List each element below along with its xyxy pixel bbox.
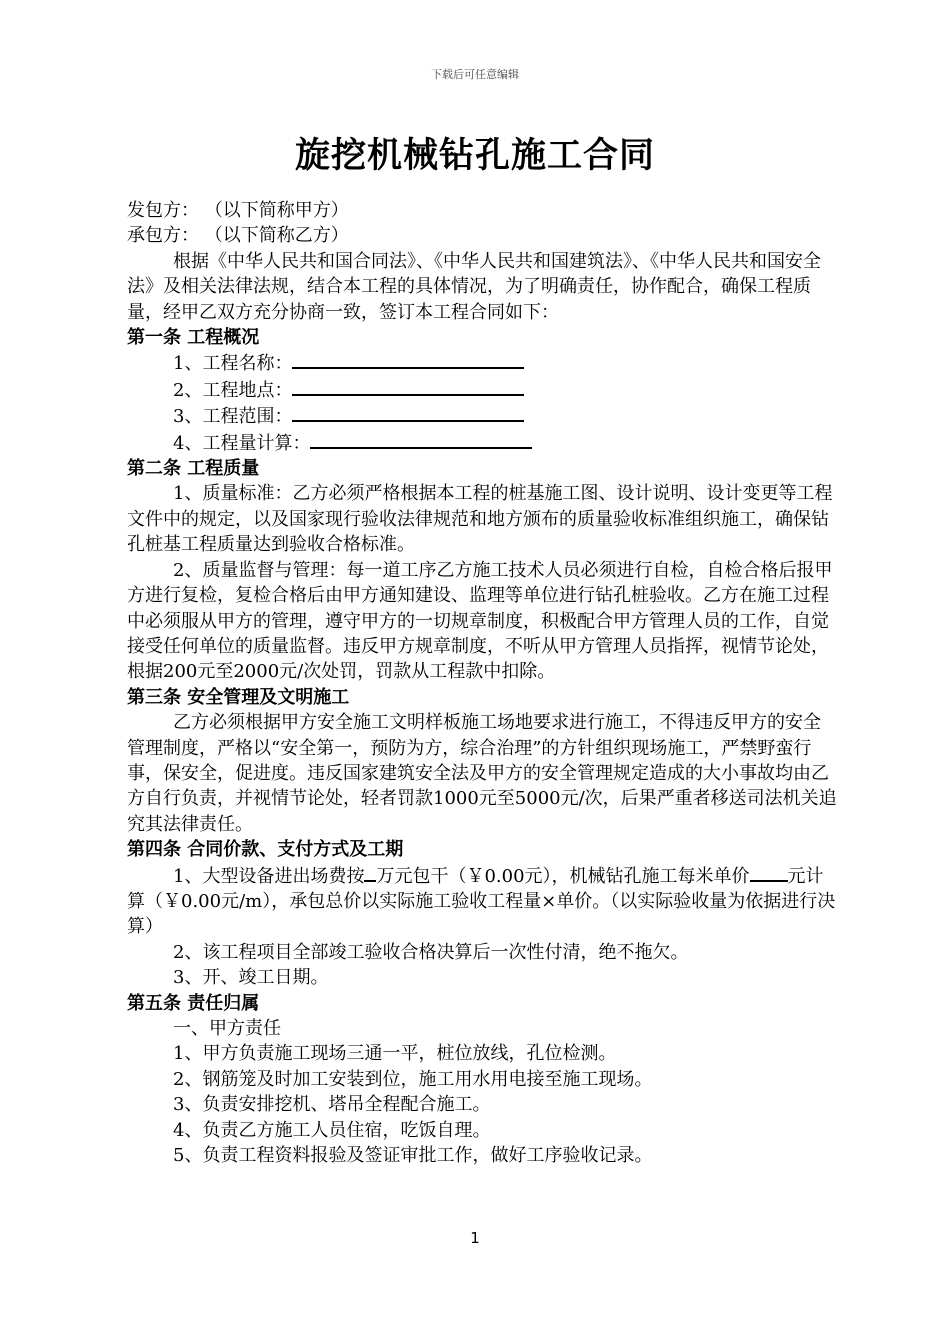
page-number: 1 [470, 1229, 480, 1247]
price-text-b: 万元包干（￥0.00元），机械钻孔施工每米单价 [376, 865, 750, 887]
document-title: 旋挖机械钻孔施工合同 [294, 136, 655, 176]
article1-item-scope [127, 403, 837, 429]
article5-item: 4、负责乙方施工人员住宿，吃饭自理。 [173, 1119, 491, 1141]
article5-item: 1、甲方负责施工现场三通一平，桩位放线，孔位检测。 [173, 1043, 617, 1065]
party-a-line: 发包方： （以下简称甲方） [127, 200, 349, 221]
blank-line [292, 377, 524, 396]
item-label: 1、工程名称： [173, 353, 293, 375]
article4-price-paragraph [127, 863, 837, 940]
article3-heading: 第三条 安全管理及文明施工 [127, 686, 350, 708]
blank-line [292, 403, 524, 422]
blank-line [750, 863, 788, 882]
blank-line [310, 430, 532, 449]
article5-heading: 第五条 责任归属 [127, 992, 260, 1014]
price-text-a: 1、大型设备进出场费按 [173, 865, 365, 887]
article1-item-quantity [127, 430, 837, 456]
article5-subheading: 一、甲方责任 [173, 1018, 281, 1039]
price-text-c: 元计算（￥0.00元/m），承包总价以实际施工验收工程量×单价。（以实际验收量为依据进行决算） [127, 865, 836, 938]
article4-heading: 第四条 合同价款、支付方式及工期 [127, 839, 404, 861]
party-b-line: 承包方： （以下简称乙方） [127, 225, 349, 247]
blank-line [292, 350, 524, 369]
article5-item: 3、负责安排挖机、塔吊全程配合施工。 [173, 1094, 491, 1116]
item-label: 4、工程量计算： [173, 432, 311, 454]
article1-item-location [127, 377, 837, 403]
article2-quality-standard: 1、质量标准：乙方必须严格根据本工程的桩基施工图、设计说明、设计变更等工程文件中的规定，以及国家现行验收法律规范和地方颁布的质量验收标准组织施工，确保钻孔桩基工程质量达到验收合格标准。 [127, 483, 833, 556]
item-label: 3、工程范围： [173, 406, 293, 428]
article5-item: 2、钢筋笼及时加工安装到位，施工用水用电接至施工现场。 [173, 1068, 653, 1090]
article4-schedule: 3、开、竣工日期。 [173, 967, 329, 989]
article1-heading: 第一条 工程概况 [127, 327, 260, 349]
article5-item: 5、负责工程资料报验及签证审批工作，做好工序验收记录。 [173, 1145, 653, 1167]
blank-line [364, 863, 376, 882]
header-note: 下载后可任意编辑 [431, 68, 519, 81]
article3-safety-paragraph: 乙方必须根据甲方安全施工文明样板施工场地要求进行施工，不得违反甲方的安全管理制度，严格以“安全第一，预防为方，综合治理”的方针组织现场施工，严禁野蛮行事，保安全，促进度。违反国家建筑安全法及甲方的安全管理规定造成的大小事故均由乙方自行负责，并视情节论处，轻者罚款1000元至5000元/次，后果严重者移送司法机关追究其法律责任。 [127, 712, 837, 835]
item-label: 2、工程地点： [173, 379, 293, 401]
contract-body [127, 198, 837, 1168]
article2-quality-supervision: 2、质量监督与管理：每一道工序乙方施工技术人员必须进行自检，自检合格后报甲方进行复检，复检合格后由甲方通知建设、监理等单位进行钻孔桩验收。乙方在施工过程中必须服从甲方的管理，遵守甲方的一切规章制度，积极配合甲方管理人员的工作，自觉接受任何单位的质量监督。违反甲方规章制度，不听从甲方管理人员指挥，视情节论处，根据200元至2000元/次处罚，罚款从工程款中扣除。 [127, 559, 833, 683]
preamble: 根据《中华人民共和国合同法》、《中华人民共和国建筑法》、《中华人民共和国安全法》及相关法律法规，结合本工程的具体情况，为了明确责任，协作配合，确保工程质量，经甲乙双方充分协商一致，签订本工程合同如下： [127, 250, 821, 323]
article2-heading: 第二条 工程质量 [127, 458, 260, 480]
article4-payment: 2、该工程项目全部竣工验收合格决算后一次性付清，绝不拖欠。 [173, 941, 689, 963]
article1-item-name [127, 350, 837, 376]
